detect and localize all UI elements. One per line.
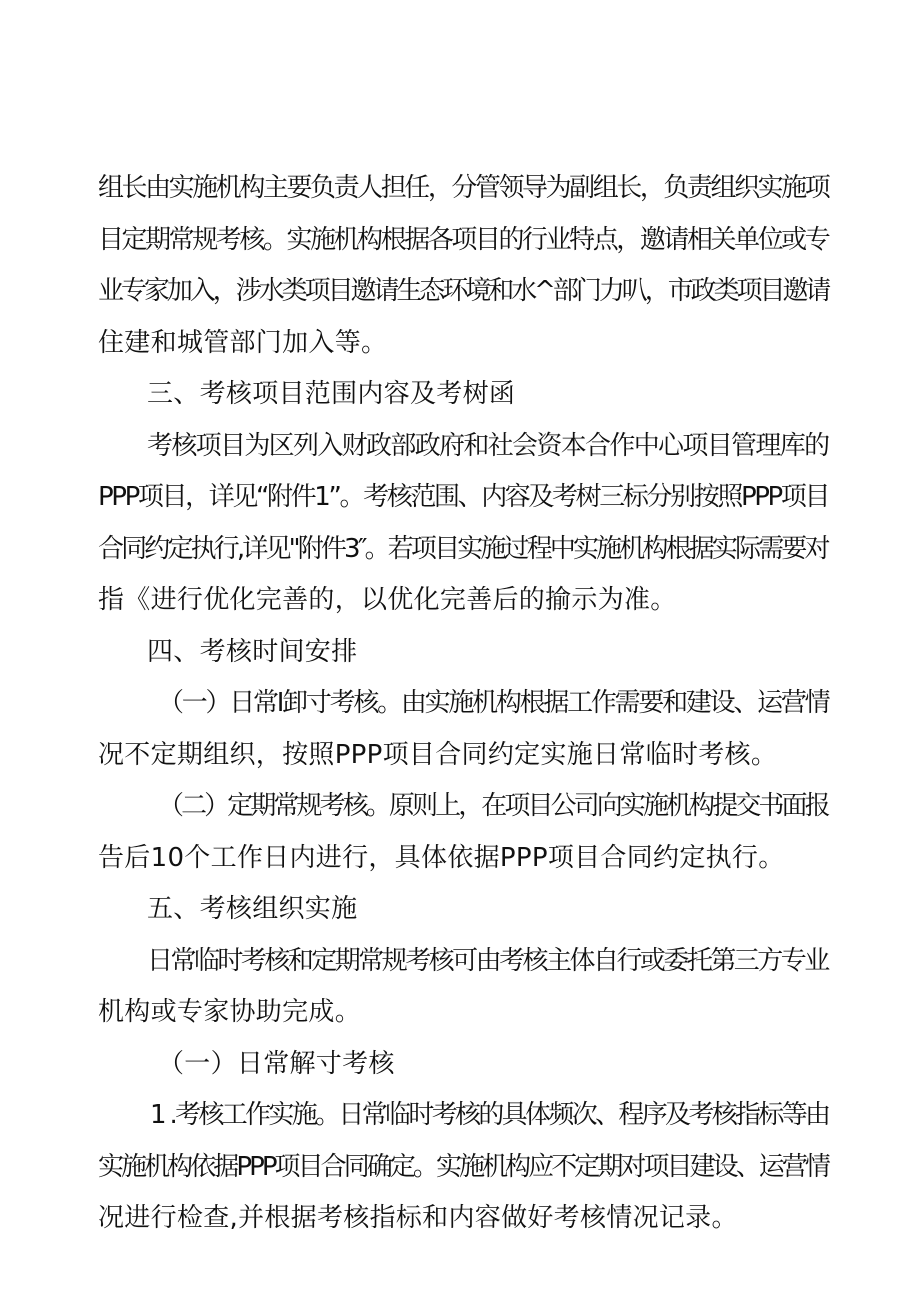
body-line: 日常临时考核和定期常规考核可由考核主体自行或委托第三方专业: [147, 945, 828, 976]
body-line: PPP项目，详见“附件1”。考核范围、内容及考树三标分别按照PPP项目: [98, 482, 829, 512]
body-line: 考核项目为区列入财政部政府和社会资本合作中心项目管理库的: [147, 430, 829, 461]
body-line: 目定期常规考核。实施机构根据各项目的行业特点，邀请相关单位或专: [98, 224, 829, 255]
body-line: 指《进行优化完善的，以优化完善后的揄示为准。: [98, 585, 677, 615]
body-line: 实施机构依据PPP项目合同确定。实施机构应不定期对项目建设、运营情: [98, 1151, 828, 1182]
body-line: 告后10个工作日内进行，具体依据PPP项目合同约定执行。: [98, 842, 785, 873]
body-line: 组长由实施机构主要负责人担任，分管领导为副组长，负责组织实施项: [98, 173, 829, 203]
body-line: 况进行检查,并根据考核指标和内容做好考核情况记录。: [98, 1203, 738, 1233]
body-line: 机构或专家协助完成。: [98, 997, 362, 1027]
section-heading-3: 三、考核项目范围内容及考树函: [147, 379, 516, 409]
numbered-item-line: 1 .考核工作实施。日常临时考核的具体频次、程序及考核指标等由: [150, 1100, 829, 1130]
sub-item-line: （一）日常I卸寸考核。由实施机构根据工作需要和建设、运营情: [158, 688, 829, 718]
body-line: 住建和城管部门加入等。: [98, 327, 388, 358]
sub-item-line: （二）定期常规考核。原则上，在项目公司向实施机构提交书面报: [158, 791, 828, 821]
body-line: 合同约定执行,详见"附件3″。若项目实施过程中实施机构根据实际需要对: [98, 533, 828, 564]
document-body: [98, 163, 828, 1245]
section-heading-4: 四、考核时间安排: [147, 636, 358, 667]
body-line: 业专家加入，涉水类项目邀请生态环境和水^部门力叭，市政类项目邀请: [98, 276, 829, 306]
body-line: 况不定期组织，按照PPP项目合同约定实施日常临时考核。: [98, 739, 778, 770]
section-heading-5: 五、考核组织实施: [147, 894, 358, 924]
sub-heading: （一）日常解寸考核: [158, 1048, 395, 1079]
